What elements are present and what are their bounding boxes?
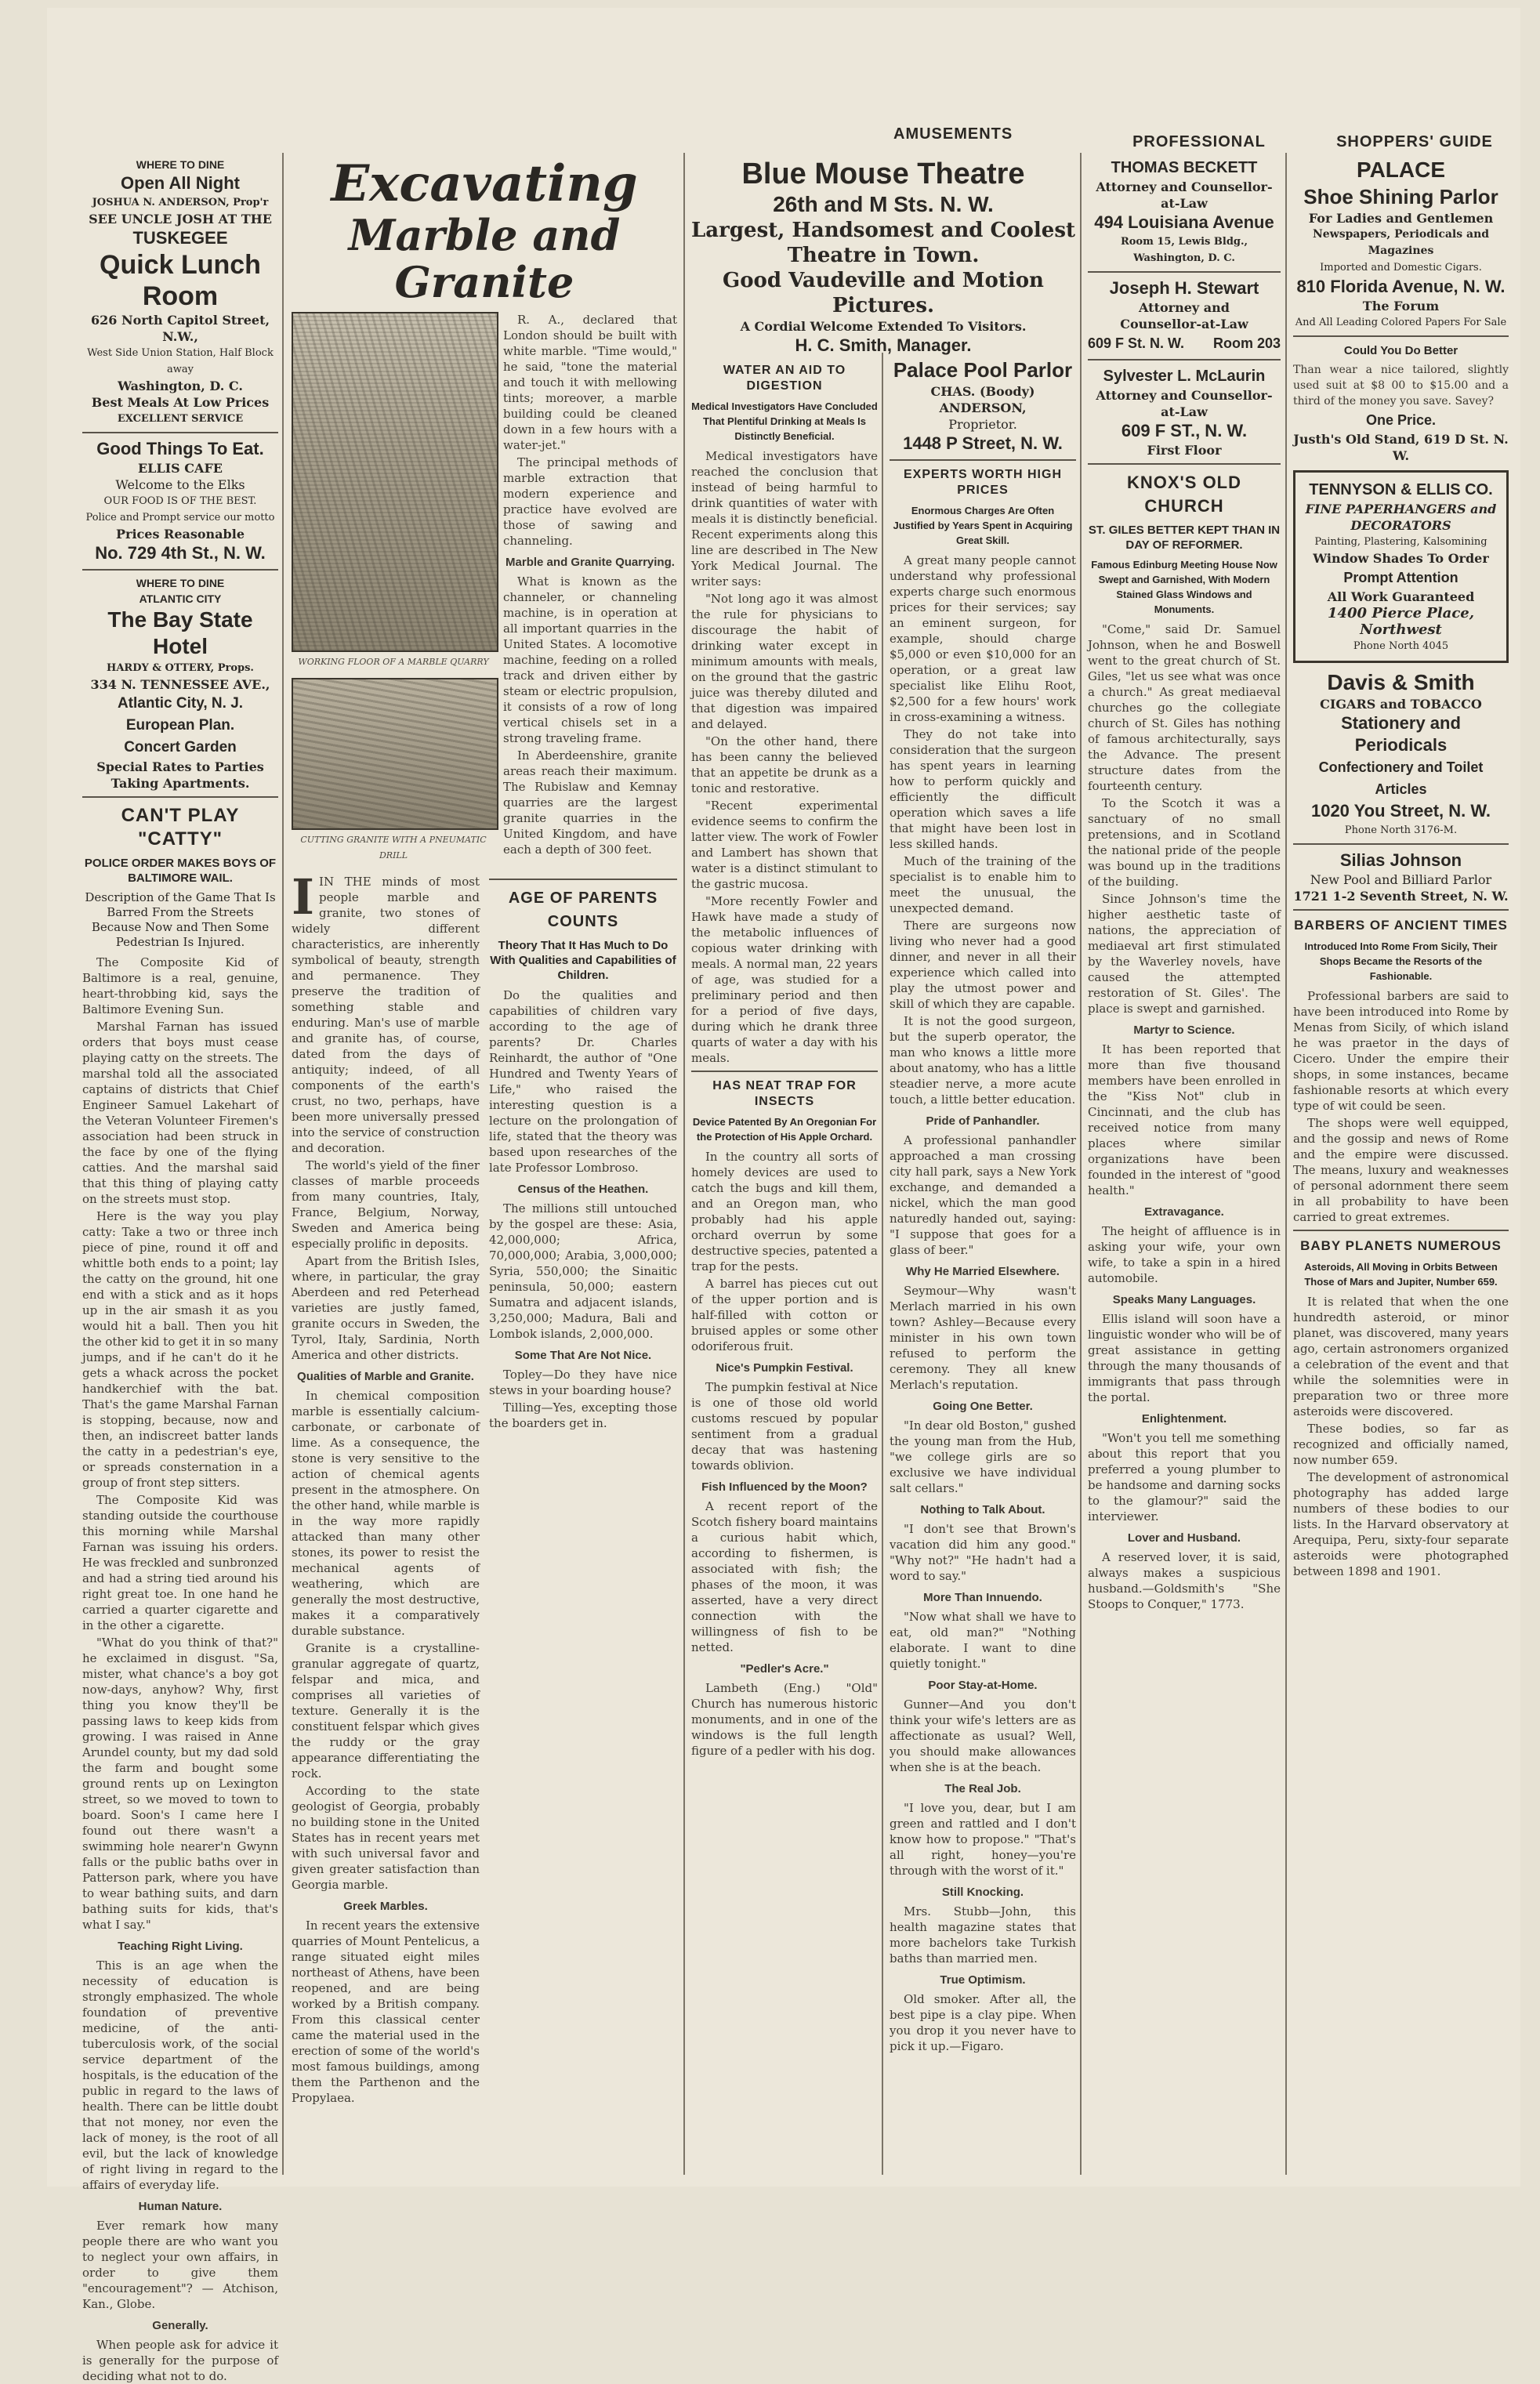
feature-title-2: Marble and Granite [348,210,621,307]
ellis-cafe-ad: Good Things To Eat. ELLIS CAFE Welcome to the Elks OUR FOOD IS OF THE BEST. Police and Prompt service our motto Prices Reasonable No. 729 4th St., N. W. [85,439,275,563]
catty-article: The Composite Kid of Baltimore is a real, genuine, heart-throbbing kid, says the Baltimore Evening Sun. Marshal Farnan has issued orders that boys must cease playing catty on the streets. The marshal told all the associated captains of districts that Chief Engineer Samuel Lakehart of the Veteran Volunteer Firemen's association had been struck in the face by one of the flying catties. And the marshal said that this thing of playing catty on the streets must stop. Here is the way you play catty: Take a two or three inch piece of pine, round it off and whittle both ends to a point; lay the catty on the ground, hit one end with a stick and as it hops up in the air smash it as you would hit a ball. Then you hit the other kid to get it in so many jumps, and if he can't do it he gets a whack across the pocket handkerchief with the bat. That's the game Marshal Farnan is stopping, because, now and then, an indiscreet batter lands the catty in a pedestrian's eye, or spreads consternation in a group of front step sitters. The Composite Kid was standing outside the courthouse this morning while Marshal Farnan was issuing his orders. He was freckled and sunbronzed and had a string tied around his right great toe. In one hand he carried a quarter cigarette and in the other a cigarette. "What do you think of that?" he exclaimed in disgust. "Sa, mister, what chance's a boy got now-days, anyhow? Why, first thing you know they'll be passing laws to keep kids from growing. I was raised in Anne Arundel county, but my dad sold the farm and bought some ground rents up on Lexington street, so we moved to town to board. Soon's I came here I found out there wasn't a swimming hole nearer'n Gwynn falls or the public baths over in Patterson park, where you have to wear bathing suits, and darn bathing suits for kids, that's what I say." Teaching Right Living. This is an age when the necessity of education is strongly emphasized. The whole foundation of preventive medicine, of the anti-tuberculosis work, of the social service department of the hospitals, is the education of the public in regard to the laws of health. There can be little doubt that not money, nor even the lack of money, is the root of all evil, but the lack of knowledge of right living in regard to the affairs of everyday life. Human Nature. Ever remark how many people there are who want you to neglect your own affairs, in order to give them "encouragement"? — Atchison, Kan., Globe. Generally. When people ask for advice it is generally for the purpose of deciding what not to do. [82,955,278,2383]
column-rule [1080,153,1082,2175]
barbers-headline: BARBERS OF ANCIENT TIMES [1294,918,1508,933]
feature-text-top: R. A., declared that London should be built with white marble. "Time would," he said, "tone the material and touch it with mellowing tints; moreover, a marble building could be cleaned down in a few hours with a water-jet." The principal methods of marble extraction that modern experience and practice have evolved are those of sawing and channeling. Marble and Granite Quarrying. What is known as the channeler, or channeling machine, is in operation at all important quarries in the United States. A locomotive machine, feeding on a rolled track and driven either by steam or electric propulsion, it consists of a row of long vertical chisels set in a strong traveling frame. In Aberdeenshire, granite areas reach their maximum. The Rubislaw and Kemnay quarries are the largest granite quarries in the United Kingdom, and have each a depth of 300 feet. [503,313,677,857]
quick-lunch-title: Quick Lunch Room [100,250,261,311]
column-rule [282,153,284,2175]
feature-text-left: IIN THE minds of most people marble and granite, two stones of widely different characteristics, are inherently symbolical of beauty, strength and permanence. They preserve the tradition of something stable and enduring. Man's use of marble and granite has, of course, dated from the days of antiquity; indeed, of all components of the earth's crust, no two, perhaps, have been more universally pressed into the service of construction and decoration. The world's yield of the finer classes of marble proceeds from many countries, Italy, France, Belgium, Norway, Sweden and America being especially prolific in deposits. Apart from the British Isles, where, in particular, the gray Aberdeen and red Peterhead varieties are justly famed, granite occurs in Sweden, the Tyrol, Italy, Sardinia, North America and other districts. Qualities of Marble and Granite. In chemical composition marble is essentially calcium-carbonate, or carbonate of lime. As a consequence, the stone is very sensitive to the action of chemical agents present in the atmosphere. On the other hand, while marble is in the way more rapidly attacked than many other stones, its power to resist the mechanical agents of weathering, which are generally the most destructive, makes it a comparatively durable substance. Granite is a crystalline-granular aggregate of quartz, felspar and mica, and comprises all varieties of texture. Generally it is the constituent felspar which gives the ruddy or the gray appearance differentiating the rock. According to the state geologist of Georgia, probably no building stone in the United States has in recent years met with such universal favor and given greater satisfaction than Georgia marble. Greek Marbles. In recent years the extensive quarries of Mount Pentelicus, a range situated eight miles northeast of Athens, have been reopened, and are being worked by a British company. From this classical center came the material used in the erection of some of the world's most famous buildings, among them the Parthenon and the Propylaea. [292,868,480,2105]
amusements-header: AMUSEMENTS [893,125,1013,143]
knox-headline: KNOX'S OLD CHURCH [1126,473,1242,516]
tuskegee-ad: Open All Night JOSHUA N. ANDERSON, Prop'r SEE UNCLE JOSH AT THE TUSKEGEE Quick Lunch Room 626 North Capitol Street, N.W., West Side Union Station, Half Block away Washington, D. C. Best Meals At Low Prices EXCELLENT SERVICE [82,172,278,427]
drill-illustration [292,678,498,830]
parents-headline: AGE OF PARENTS COUNTS [508,889,658,930]
where-to-dine-label: WHERE TO DINE [136,158,225,171]
column-1: WHERE TO DINE Open All Night JOSHUA N. ANDERSON, Prop'r SEE UNCLE JOSH AT THE TUSKEGEE Quick Lunch Room 626 North Capitol Street, N.W., West Side Union Station, Half Block away Washington, D. C. Best Meals At Low Prices EXCELLENT SERVICE Good Things To Eat. ELLIS CAFE Welcome to the Elks OUR FOOD IS OF THE BEST. Police and Prompt service our motto Prices Reasonable No. 729 4th St., N. W. WHERE TO DINE ATLANTIC CITY The Bay State Hotel HARDY & OTTERY, Props. 334 N. TENNESSEE AVE., Atlantic City, N. J. European Plan. Concert Garden Special Rates to Parties Taking Apartments. CAN'T PLAY "CATTY" POLICE ORDER MAKES BOYS OF BALTIMORE WAIL. Description of the Game That Is Barred From the Streets Because Now and Then Some Pedestrian Is Injured. The Composite Kid of Baltimore is a real, genuine, heart-throbbing kid, says the Baltimore Evening Sun. Marshal Farnan has issued orders that boys must cease playing catty on the streets. The marshal told all the associated captains of districts that Chief Engineer Samuel Lakehart of the Veteran Volunteer Firemen's association had been struck in the face by one of the flying catties. And the marshal said that this thing of playing catty on the streets must stop. Here is the way you play catty: Take a two or three inch piece of pine, round it off and whittle both ends to a point; lay the catty on the ground, hit one end with a stick and as it hops up in the air smash it as you would hit a ball. Then you hit the other kid to get it in so many jumps, and if he can't do it he gets a whack across the pocket handkerchief with the bat. That's the game Marshal Farnan is stopping, because, now and then, an indiscreet batter lands the catty in a pedestrian's eye, or spreads consternation in a group of front step sitters. The Composite Kid was standing outside the courthouse this morning while Marshal Farnan was issuing his orders. He was freckled and sunbronzed and had a string tied around his right great toe. In one hand he carried a quarter cigarette and in the other a cigarette. "What do you think of that?" he exclaimed in disgust. "Sa, mister, what chance's a boy got now-days, anyhow? Why, first thing you know they'll be passing laws to keep kids from growing. I was raised in Anne Arundel county, but my dad sold the farm and bought some ground rents up on Lexington street, so we moved to town to board. Soon's I came here I found out there wasn't a swimming hole nearer'n Gwynn falls or the public baths over in Patterson park, where you have to wear bathing suits, and darn bathing suits for kids, that's what I say." Teaching Right Living. This is an age when the necessity of education is strongly emphasized. The whole foundation of preventive medicine, of the anti-tuberculosis work, of the social service department of the hospitals, is the education of the public in regard to the laws of health. There can be little doubt that not money, nor even the lack of money, is the root of all evil, but the lack of knowledge of right living in regard to the affairs of everyday life. Human Nature. Ever remark how many people there are who want you to neglect your own affairs, in order to give them "encouragement"? — Atchison, Kan., Globe. Generally. When people ask for advice it is generally for the purpose of deciding what not to do. [82,158,278,2383]
column-2: Excavating Marble and Granite WORKING FLOOR OF A MARBLE QUARRY CUTTING GRANITE WITH A PNEUMATIC DRILL R. A., declared that London should be built with white marble. "Time would," he said, "tone the material and touch it with mellowing tints; moreover, a marble building could be cleaned down in a few hours with a water-jet." The principal methods of marble extraction that modern experience and practice have evolved are those of sawing and channeling. Marble and Granite Quarrying. What is known as the channeler, or channeling machine, is in operation at all important quarries in the United States. A locomotive machine, feeding on a rolled track and driven either by steam or electric propulsion, it consists of a row of long vertical chisels set in a strong traveling frame. In Aberdeenshire, granite areas reach their maximum. The Rubislaw and Kemnay quarries are the largest granite quarries in the United Kingdom, and have each a depth of 300 feet. IIN THE minds of most people marble and granite, two stones of widely different characteristics, are inherently symbolical of beauty, strength and permanence. They preserve the tradition of something stable and enduring. Man's use of marble and granite has, of course, dated from the days of antiquity; indeed, of all components of the earth's crust, no two, perhaps, have been more universally pressed into the service of construction and decoration. The world's yield of the finer classes of marble proceeds from many countries, Italy, France, Belgium, Norway, Sweden and America being especially prolific in deposits. Apart from the British Isles, where, in particular, the gray Aberdeen and red Peterhead varieties are justly famed, granite occurs in Sweden, the Tyrol, Italy, Sardinia, North America and other districts. Qualities of Marble and Granite. In chemical composition marble is essentially calcium-carbonate, or carbonate of lime. As a consequence, the stone is very sensitive to the action of chemical agents present in the atmosphere. On the other hand, while marble is in the way more rapidly attacked than many other stones, its power to resist the mechanical agents of weathering, which are generally the most destructive, makes it a comparatively durable substance. Granite is a crystalline-granular aggregate of quartz, felspar and mica, and comprises all varieties of texture. Generally it is the constituent felspar which gives the ruddy or the gray appearance differentiating the rock. According to the state geologist of Georgia, probably no building stone in the United States has in recent years met with such universal favor and given greater satisfaction than Georgia marble. Greek Marbles. In recent years the extensive quarries of Mount Pentelicus, a range situated eight miles northeast of Athens, have been reopened, and are being worked by a British company. From this classical center came the material used in the erection of some of the world's most famous buildings, among them the Parthenon and the Propylaea. AGE OF PARENTS COUNTS Theory That It Has Much to Do With Qualities and Capabilities of Children. Do the qualities and capabilities of children vary according to the age of parents? Dr. Charles Reinhardt, the author of "One Hundred and Twenty Years of Life," who raised the interesting question is a lecture on the prolongation of life, stated that the theory was based upon researches of the late Professor Lombroso. Census of the Heathen. The millions still untouched by the gospel are these: Asia, 42,000,000; Africa, 70,000,000; Arabia, 3,000,000; Syria, 550,000; the Sinaitic peninsula, 50,000; eastern Sumatra and adjacent islands, 3,250,000; Madura, Bali and Lombok islands, 2,000,000. Some That Are Not Nice. Topley—Do they have nice stews in your boarding house? Tilling—Yes, excepting those the boarders get in. [292,157,677,2171]
catty-headline: CAN'T PLAY "CATTY" [121,805,240,850]
silias-johnson-ad: Silias Johnson New Pool and Billiard Parlor 1721 1-2 Seventh Street, N. W. [1293,850,1509,904]
newspaper-page [47,8,1520,2383]
pool-parlor-ad: Palace Pool Parlor CHAS. (Boody) ANDERSON, Proprietor. 1448 P Street, N. W. [893,358,1073,453]
trap-headline: HAS NEAT TRAP FOR INSECTS [712,1079,857,1108]
open-all-night: Open All Night [121,173,240,193]
planets-headline: BABY PLANETS NUMEROUS [1300,1238,1502,1253]
professional-header: PROFESSIONAL [1132,133,1266,150]
bay-state-ad: The Bay State Hotel HARDY & OTTERY, Props. 334 N. TENNESSEE AVE., Atlantic City, N. J. European Plan. Concert Garden Special Rates to Parties Taking Apartments. [82,607,278,792]
column-3: WATER AN AID TO DIGESTION Medical Investigators Have Concluded That Plentiful Drinking at Meals Is Distinctly Beneficial. Medical investigators have reached the conclusion that instead of being harmful to drink quantities of water with meals it is distinctly beneficial. Recent experiments along this line are described in The New York Medical Journal. The writer says: "Not long ago it was almost the rule for physicians to discourage the habit of drinking water except in minimum amounts with meals, on the ground that the gastric juice was thereby diluted and that digestion was impaired and delayed. "On the other hand, there has been canny the believed that an appetite be drunk as a tonic and restorative. "Recent experimental evidence seems to confirm the latter view. The work of Fowler and Lambert has shown that water is a distinct stimulant to the gastric mucosa. "More recently Fowler and Hawk have made a study of the metabolic influences of copious water drinking with meals. A normal man, 22 years of age, was studied for a preliminary period and then for a period of five days, during which he drank three quarts of water a day with his meals. HAS NEAT TRAP FOR INSECTS Device Patented By An Oregonian For the Protection of His Apple Orchard. In the country all sorts of homely devices are used to catch the bugs and kill them, and an Oregon man, who probably had his apple orchard overrun by some destructive species, patented a trap for the pests. A barrel has pieces cut out of the upper portion and is half-filled with cotton or bruised apples or some other odoriferous fruit. Nice's Pumpkin Festival. The pumpkin festival at Nice is one of those old world customs rescued by popular sentiment from a gradual decay that was hastening towards oblivion. Fish Influenced by the Moon? A recent report of the Scotch fishery board maintains a curious habit which, according to fishermen, is associated with fish; the phases of the moon, it was asserted, have a very direct connection with the willingness of fish to be netted. "Pedler's Acre." Lambeth (Eng.) "Old" Church has numerous historic monuments, and in one of the windows is the full length figure of a pedler with his dog. [691,364,878,1758]
stewart-card: Joseph H. Stewart Attorney and Counsellor-at-Law 609 F St. N. W. Room 203 [1088,278,1281,351]
column-rule [683,153,685,2175]
tennyson-ellis-ad: TENNYSON & ELLIS CO. FINE PAPERHANGERS and DECORATORS Painting, Plastering, Kalsomining Window Shades To Order Prompt Attention All Work Guaranteed 1400 Pierce Place, Northwest Phone North 4045 [1293,470,1509,663]
shoppers-header: SHOPPERS' GUIDE [1336,133,1493,150]
column-6: PALACE Shoe Shining Parlor For Ladies and Gentlemen Newspapers, Periodicals and Magazines Imported and Domestic Cigars. 810 Florida Avenue, N. W. The Forum And All Leading Colored Papers For Sale Could You Do Better Than wear a nice tailored, slightly used suit at $8 00 to $15.00 and a third of the money you save. Savey? One Price. Justh's Old Stand, 619 D St. N. W. TENNYSON & ELLIS CO. FINE PAPERHANGERS and DECORATORS Painting, Plastering, Kalsomining Window Shades To Order Prompt Attention All Work Guaranteed 1400 Pierce Place, Northwest Phone North 4045 Davis & Smith CIGARS and TOBACCO Stationery and Periodicals Confectionery and Toilet Articles 1020 You Street, N. W. Phone North 3176-M. Silias Johnson New Pool and Billiard Parlor 1721 1-2 Seventh Street, N. W. BARBERS OF ANCIENT TIMES Introduced Into Rome From Sicily, Their Shops Became the Resorts of the Fashionable. Professional barbers are said to have been introduced into Rome by Menas from Sicily, of which island he was praetor in the days of Cicero. Under the empire their shops, in some instances, became fashionable resorts at which every type of wit could be seen. The shops were well equipped, and the gossip and news of Rome and the empire were discussed. The means, luxury and weaknesses of personal adornment there seem in all probability to have been carried to great extremes. BABY PLANETS NUMEROUS Asteroids, All Moving in Orbits Between Those of Mars and Jupiter, Number 659. It is related that when the one hundredth asteroid, or minor planet, was discovered, many years ago, certain astronomers organized a celebration of the event and that while the solemnities were in preparation two or three more asteroids were discovered. These bodies, so far as recognized and officially named, now number 659. The development of astronomical photography has added large numbers of these bodies to our lists. In the Harvard observatory at Arequipa, Peru, sixty-four separate asteroids were photographed between 1898 and 1901. [1293,158,1509,1578]
parents-column: AGE OF PARENTS COUNTS Theory That It Has Much to Do With Qualities and Capabilities of Children. Do the qualities and capabilities of children vary according to the age of parents? Dr. Charles Reinhardt, the author of "One Hundred and Twenty Years of Life," who raised the interesting question is a lecture on the prolongation of life, stated that the theory was based upon researches of the late Professor Lombroso. Census of the Heathen. The millions still untouched by the gospel are these: Asia, 42,000,000; Africa, 70,000,000; Arabia, 3,000,000; Syria, 550,000; the Sinaitic peninsula, 50,000; eastern Sumatra and adjacent islands, 3,250,000; Madura, Bali and Lombok islands, 2,000,000. Some That Are Not Nice. Topley—Do they have nice stews in your boarding house? Tilling—Yes, excepting those the boarders get in. [489,874,677,2159]
water-headline: WATER AN AID TO DIGESTION [723,364,846,393]
column-5: THOMAS BECKETT Attorney and Counsellor-at-Law 494 Louisiana Avenue Room 15, Lewis Bldg., Washington, D. C. Joseph H. Stewart Attorney and Counsellor-at-Law 609 F St. N. W. Room 203 Sylvester L. McLaurin Attorney and Counsellor-at-Law 609 F ST., N. W. First Floor KNOX'S OLD CHURCH ST. GILES BETTER KEPT THAN IN DAY OF REFORMER. Famous Edinburg Meeting House Now Swept and Garnished, With Modern Stained Glass Windows and Monuments. "Come," said Dr. Samuel Johnson, when he and Boswell went to the great church of St. Giles, "let us see what was once a church." As great mediaeval churches go the collegiate church of St. Giles has nothing of famous architecturally, says the Advance. The present structure dates from the fourteenth century. To the Scotch it was a sanctuary of no small pretensions, and in Scotland the national pride of the people was bound up in the traditions of the building. Since Johnson's time the higher aesthetic taste of nations, the appreciation of mediaeval art first stimulated by the Waverley novels, have caused the attempted restoration of St. Giles'. The place is swept and garnished. Martyr to Science. It has been reported that more than five thousand members have been enrolled in the "Kiss Not" club in Cincinnati, and the club has received notice from many places where similar organizations have been founded in the interest of "good health." Extravagance. The height of affluence is in asking your wife, your own wife, to take a spin in a hired automobile. Speaks Many Languages. Ellis island will soon have a linguistic wonder who will be of great assistance in getting through the many thousands of immigrants that pass through the portal. Enlightenment. "Won't you tell me something about this report that you preferred a young plumber to be handsome and darning socks to the glamour?" said the interviewer. Lover and Husband. A reserved lover, it is said, always makes a suspicious husband.—Goldsmith's "She Stoops to Conquer," 1773. [1088,157,1281,2171]
theatre-ad: Blue Mouse Theatre 26th and M Sts. N. W. Largest, Handsomest and Coolest Theatre in Town. Good Vaudeville and Motion Pictures. A Cordial Welcome Extended To Visitors. H. C. Smith, Manager. [691,158,1075,355]
beckett-card: THOMAS BECKETT Attorney and Counsellor-at-Law 494 Louisiana Avenue Room 15, Lewis Bldg., Washington, D. C. [1094,159,1274,264]
mclaurin-card: Sylvester L. McLaurin Attorney and Counsellor-at-Law 609 F ST., N. W. First Floor [1096,368,1273,458]
column-rule [882,353,883,2175]
davis-smith-ad: Davis & Smith CIGARS and TOBACCO Stationery and Periodicals Confectionery and Toilet Articles 1020 You Street, N. W. Phone North 3176-M. [1310,670,1491,836]
column-rule [1285,153,1287,2175]
bay-state-title: The Bay State Hotel [107,607,253,658]
experts-headline: EXPERTS WORTH HIGH PRICES [903,468,1062,497]
quarry-illustration [292,312,498,652]
column-4: Palace Pool Parlor CHAS. (Boody) ANDERSON, Proprietor. 1448 P Street, N. W. EXPERTS WORTH HIGH PRICES Enormous Charges Are Often Justified by Years Spent in Acquiring Great Skill. A great many people cannot understand why professional experts charge such enormous prices for their services; say an eminent surgeon, for example, should charge $5,000 or even $10,000 for an operation, or a great law specialist like Elihu Root, $2,500 for a few hours' work in cross-examining a witness. They do not take into consideration that the surgeon has spent years in learning how to perform quickly and efficiently the difficult operation which saves a life that might have been lost in less skilled hands. Much of the training of the specialist is to enable him to meet the unusual, the unexpected demand. There are surgeons now living who never had a good dinner, and never in all their experience which called into play the utmost power and skill of which they are capable. It is not the good surgeon, but the superb operator, the man who knows a little more about anatomy, who has a little steadier nerve, a more acute touch, a little better education. Pride of Panhandler. A professional panhandler approached a man crossing city hall park, says a New York exchange, and demanded a nickel, which the man good naturedly handed out, saying: "I suppose that goes for a glass of beer." Why He Married Elsewhere. Seymour—Why wasn't Merlach married in his own town? Ashley—Because every minister in his own town refused to perform the ceremony. They all knew Merlach's reputation. Going One Better. "In dear old Boston," gushed the young man from the Hub, "we college girls are so exclusive we have individual salt cellars." Nothing to Talk About. "I don't see that Brown's vacation did him any good." "Why not?" "He hadn't had a word to say." More Than Innuendo. "Now what shall we have to eat, old man?" "Nothing elaborate. I want to dine quietly tonight." Poor Stay-at-Home. Gunner—And you don't think your wife's letters are as affectionate as usual? Well, you should make allowances when she is at the beach. The Real Job. "I love you, dear, but I am green and rattled and I don't know how to propose." "That's all right, honey—you're through with the worst of it." Still Knocking. Mrs. Stubb—John, this health magazine states that more bachelors take Turkish baths than married men. True Optimism. Old smoker. After all, the best pipe is a clay pipe. When you drop it you never have to pick it up.—Figaro. [890,358,1076,2053]
feature-title-1: Excavating [331,154,638,213]
palace-shoe-ad: PALACE Shoe Shining Parlor For Ladies and Gentlemen Newspapers, Periodicals and Magazines Imported and Domestic Cigars. 810 Florida Avenue, N. W. The Forum And All Leading Colored Papers For Sale [1295,158,1507,328]
theatre-name: Blue Mouse Theatre [741,158,1025,190]
